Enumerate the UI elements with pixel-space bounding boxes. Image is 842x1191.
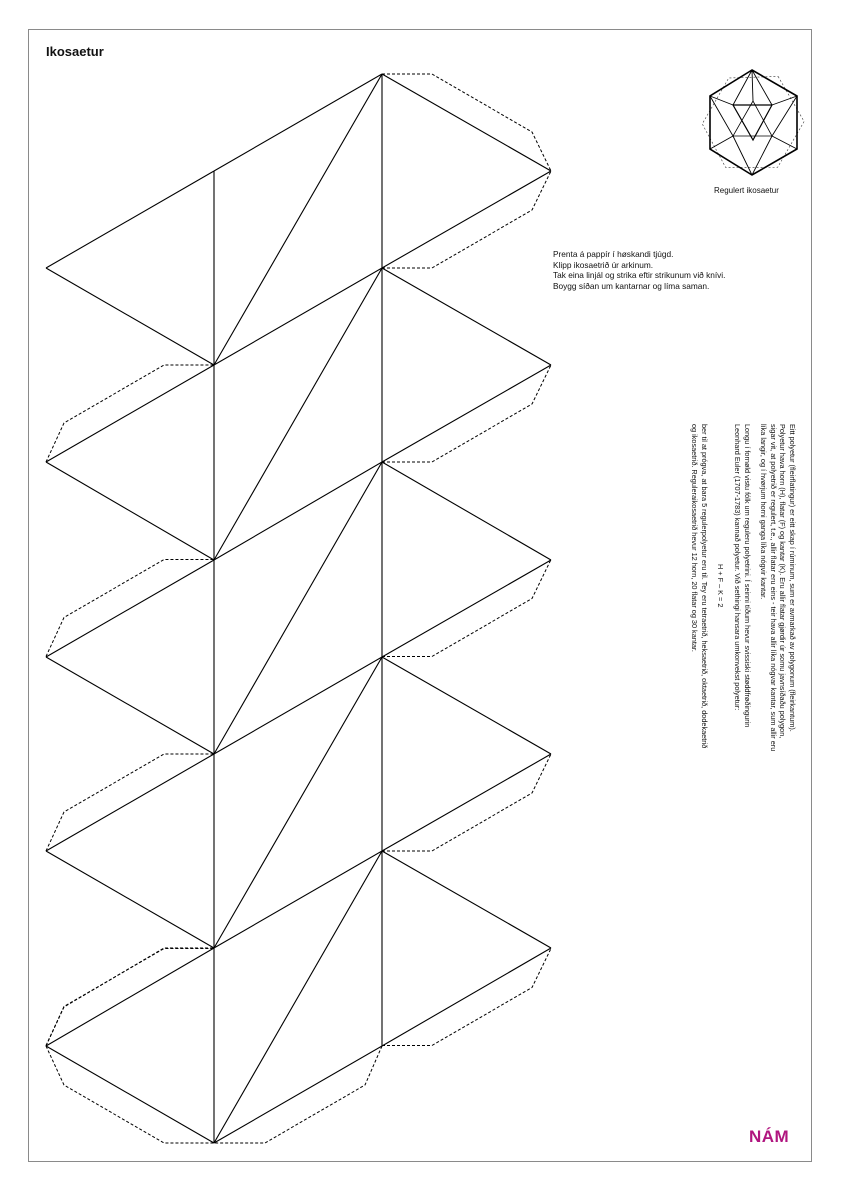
icosahedron-icon: [689, 55, 817, 189]
fold-line: [214, 268, 382, 365]
instruction-line: Klipp ikosaetrið úr arkinum.: [553, 259, 654, 270]
fold-line: [214, 851, 382, 948]
cut-line: [382, 365, 551, 462]
description-paragraph: ber til at prógva, at bara 5 regulerpolyetur eru til. Tey eru tetraetrið, heksaetrið, oktaetrið, dodekaetrið og ikosaetrið. Reguleraikosaetrið hevur 12 horn, 20 flatar og 30 kantar.: [690, 424, 709, 749]
description-block: [662, 424, 797, 754]
illustration-caption: Regulert ikosaetur: [714, 186, 779, 195]
instructions: [553, 249, 725, 292]
cut-line: [46, 851, 214, 948]
cut-line: [382, 948, 551, 1046]
cut-line: [46, 948, 214, 1046]
cut-line: [46, 462, 214, 560]
cut-line: [382, 462, 551, 560]
fold-line: [214, 268, 382, 560]
cut-line: [46, 657, 214, 754]
page-title: Ikosaetur: [46, 44, 104, 59]
description-paragraph: Eitt polyetur (fleirflatingur) er eitt skap í rúminum, sum er avmarkað av polygonum (fleirkantum). Polyetur hava horn (H), flatar (F) og kantar (K). Eru allir flatar gjørdir úr somu javnsíðaðu polygon, sigar vit, at polyetrið er regulert, t.e., allir flatar eru eins - teir hava allir líka nógvar kantar, sum allir eru líka langir, og í hvørjum horni ganga líka nógvir kantar.: [759, 424, 797, 752]
cut-line: [46, 171, 214, 268]
euler-formula: H + F – K = 2: [716, 564, 726, 608]
cut-line: [46, 1046, 214, 1143]
cut-line: [46, 365, 214, 462]
fold-line: [214, 851, 382, 1143]
instruction-line: Prenta á pappír í høskandi tjúgd.: [553, 249, 674, 259]
description-paragraph: Longu í fornøld vistu fólk um reguleru polyetrini. Í seinni tíðum hevur svissiski støddfrøðingurin Leonhard Euler (1707-1783) kannað polyetur. Við sethingi hansara umkonvekst polyetur:: [733, 424, 752, 728]
fold-line: [214, 74, 382, 365]
fold-line: [214, 657, 382, 948]
cut-line: [382, 171, 551, 268]
cut-line: [46, 754, 214, 851]
fold-line: [214, 462, 382, 754]
instruction-line: Tak eina linjál og strika eftir strikunum við knívi.: [553, 270, 726, 281]
cut-line: [382, 560, 551, 657]
cut-line: [382, 754, 551, 851]
cut-line: [46, 268, 214, 365]
cut-line: [382, 851, 551, 948]
fold-line: [214, 74, 382, 171]
cut-line: [46, 560, 214, 657]
fold-line: [214, 1046, 382, 1143]
cut-line: [382, 74, 551, 171]
nam-logo: NÁM: [749, 1127, 790, 1146]
instruction-line: Boygg síðan um kantarnar og líma saman.: [553, 281, 710, 292]
cut-line: [382, 657, 551, 754]
fold-line: [214, 657, 382, 754]
fold-line: [214, 462, 382, 560]
cut-line: [382, 268, 551, 365]
